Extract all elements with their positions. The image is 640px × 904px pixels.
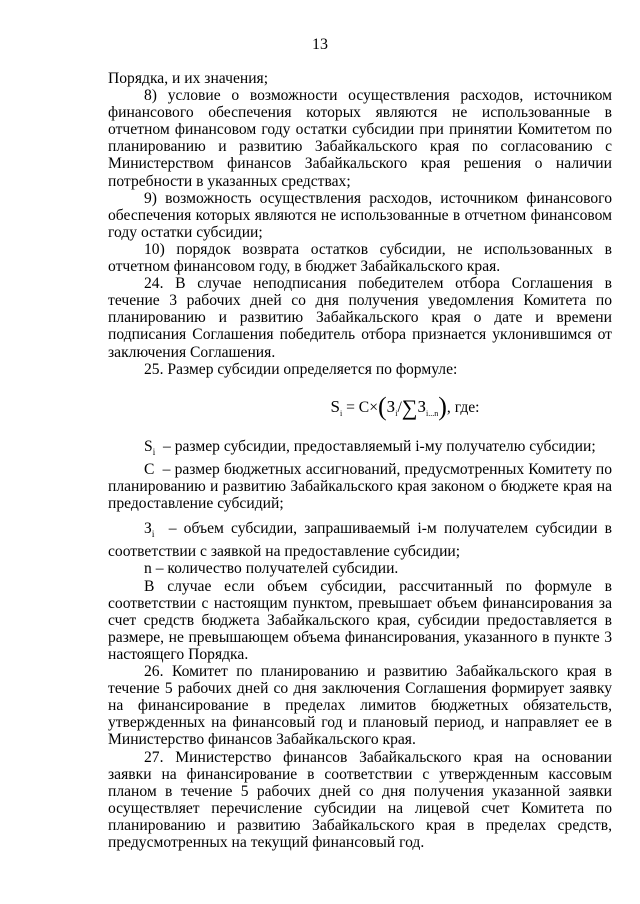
symbol-s-sub: i — [152, 446, 156, 457]
clause-25: 25. Размер субсидии определяется по формуле: — [144, 360, 458, 378]
formula-s-sub: i — [339, 408, 343, 418]
definition-n: n – количество получателей субсидии. — [144, 560, 399, 578]
formula-slash: / — [397, 398, 402, 416]
paragraph-exceeds: В случае если объем субсидии, рассчитанный по формуле в соответствии с настоящим пунктом, превышает объем финансирования за счет средств бюджета Забайкальского края, субсидии предоставляется в размере, не превышающем объема финансирования, указанного в пункте 3 настоящего Порядка. — [108, 577, 612, 663]
formula-z-sub: i — [395, 408, 398, 418]
list-item-8: 8) условие о возможности осуществления расходов, источником финансового обеспечения которых являются не использованные в отчетном финансовом году остатки субсидии при принятии Комитетом по планированию и развитию Забайкальского края по согласованию с Министерством финансов Забайкальского края решения о наличии потребности в указанных средствах; — [108, 87, 612, 190]
definition-s-text: – размер субсидии, предоставляемый i-му получателю субсидии; — [163, 437, 596, 455]
definition-z — [108, 520, 612, 560]
document-body — [108, 70, 612, 851]
page-number: 13 — [312, 36, 328, 53]
formula-times: × — [369, 398, 378, 416]
formula-equals: = — [346, 398, 355, 416]
definition-c-text: – размер бюджетных ассигнований, предусмотренных Комитету по планированию и развитию Забайкальского края законом о бюджете края на предоставление субсидий; — [108, 460, 613, 513]
clause-26: 26. Комитет по планированию и развитию Забайкальского края в течение 5 рабочих дней со дня заключения Соглашения формирует заявку на финансирование в пределах лимитов бюджетных обязательств, утвержденных на финансовый год и плановый период, и направляет ее в Министерство финансов Забайкальского края. — [108, 663, 612, 749]
symbol-c: C — [144, 460, 155, 478]
paragraph-intro: Порядка, и их значения; — [108, 70, 269, 87]
formula-c: C — [358, 398, 370, 416]
definition-s — [108, 438, 612, 461]
symbol-z-sub: i — [151, 529, 155, 540]
clause-24: 24. В случае неподписания победителем отбора Соглашения в течение 3 рабочих дней со дня получения уведомления Комитета по планированию и развитию Забайкальского края о дате и времени подписания Соглашения победитель отбора признается уклонившимся от заключения Соглашения. — [108, 275, 612, 361]
formula-close-paren: ) — [438, 391, 447, 421]
formula-z2-sub: i...n — [426, 408, 439, 418]
definition-c — [108, 461, 612, 512]
formula-s: S — [330, 396, 340, 416]
formula-z: З — [386, 396, 396, 416]
symbol-z: З — [144, 520, 152, 538]
clause-27: 27. Министерство финансов Забайкальского края на основании заявки на финансирование в соответствии с утвержденным кассовым планом в течение 5 рабочих дней со дня получения указанной заявки осуществляет перечисление субсидии на лицевой счет Комитета по планированию и развитию Забайкальского края в пределах средств, предусмотренных на текущий финансовый год. — [108, 748, 612, 851]
formula-open-paren: ( — [378, 391, 387, 421]
formula-tail: , где: — [446, 398, 480, 416]
definition-z-text: – объем субсидии, запрашиваемый i-м получателем субсидии в соответствии с заявкой на предоставление субсидии; — [108, 520, 612, 561]
list-item-9: 9) возможность осуществления расходов, источником финансового обеспечения которых являются не использованные в отчетном финансовом году остатки субсидии; — [108, 189, 612, 241]
formula-z2: З — [417, 396, 426, 416]
subsidy-formula — [108, 392, 612, 422]
formula-sigma: ∑ — [401, 394, 418, 420]
symbol-s: S — [144, 437, 153, 455]
list-item-10: 10) порядок возврата остатков субсидии, не использованных в отчетном финансовом году, в бюджет Забайкальского края. — [108, 240, 612, 276]
